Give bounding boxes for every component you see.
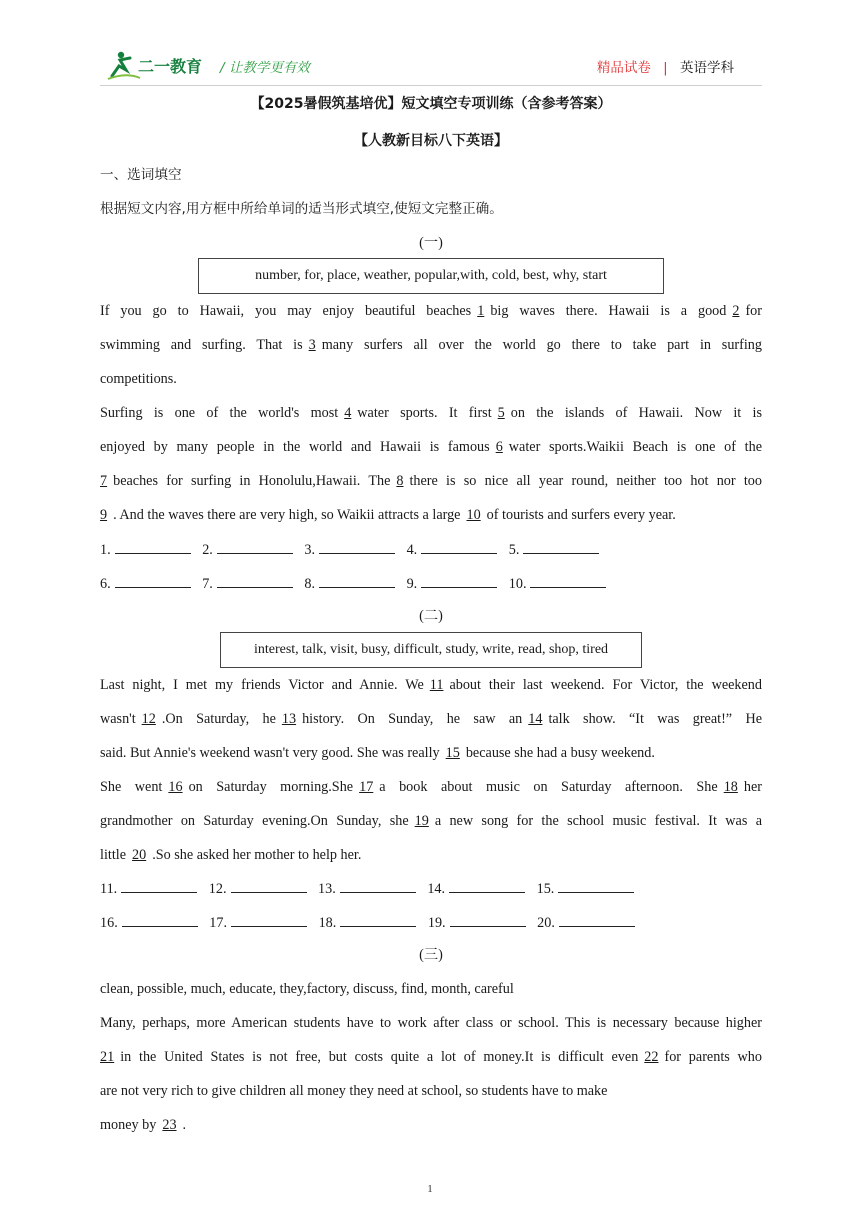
passage2-line: little 20 .So she asked her mother to help her. (100, 847, 362, 863)
blank-7: 7 (100, 473, 108, 489)
blank-10: 10 (466, 507, 481, 523)
answer-slot[interactable]: 6. (100, 573, 191, 594)
answer-slot[interactable]: 17. (209, 912, 307, 933)
passage1-word-box: number, for, place, weather, popular,with, cold, best, why, start (198, 258, 664, 294)
slogan: / 让教学更有效 (220, 60, 310, 76)
header-rule (100, 85, 762, 86)
passage2-line: said. But Annie's weekend wasn't very good. She was really 15 because she had a busy weekend. (100, 745, 655, 761)
header-tags (597, 56, 734, 76)
sub-title: 【人教新目标八下英语】 (354, 133, 508, 149)
answer-slot[interactable]: 18. (319, 912, 417, 933)
instruction: 根据短文内容,用方框中所给单词的适当形式填空,使短文完整正确。 (100, 201, 503, 217)
passage1-line: If you go to Hawaii, you may enjoy beautiful beaches 1 big waves there. Hawaii is a good 2 for (100, 303, 762, 319)
blank-6: 6 (495, 439, 503, 455)
blank-4: 4 (344, 405, 352, 421)
answer-slot[interactable]: 11. (100, 878, 197, 899)
answer-slot[interactable]: 20. (537, 912, 635, 933)
answer-slot[interactable]: 19. (428, 912, 526, 933)
passage3-line: 21 in the United States is not free, but costs quite a lot of money.It is difficult even 22 for parents who (100, 1049, 762, 1065)
blank-9: 9 (100, 507, 108, 523)
passage1-line: swimming and surfing. That is 3 many surfers all over the world go there to take part in surfing (100, 337, 762, 353)
passage2-line: Last night, I met my friends Victor and Annie. We 11 about their last weekend. For Victor, the weekend (100, 677, 762, 693)
answer-slot[interactable]: 8. (304, 573, 395, 594)
answer-row (100, 878, 762, 899)
passage2-line: grandmother on Saturday evening.On Sunday, she 19 a new song for the school music festival. It was a (100, 813, 762, 829)
answer-row (100, 573, 762, 594)
blank-2: 2 (732, 303, 740, 319)
header-separator: | (663, 60, 668, 76)
blank-22: 22 (644, 1049, 659, 1065)
passage2-line: wasn't 12 .On Saturday, he 13 history. On Sunday, he saw an 14 talk show. “It was great!” He (100, 711, 762, 727)
blank-12: 12 (141, 711, 156, 727)
blank-14: 14 (528, 711, 543, 727)
page-number: 1 (427, 1183, 433, 1195)
answer-slot[interactable]: 2. (202, 539, 293, 560)
passage1-line: enjoyed by many people in the world and Hawaii is famous 6 water sports.Waikii Beach is one of the (100, 439, 763, 455)
passage3-line: are not very rich to give children all money they need at school, so students have to make (100, 1083, 608, 1099)
subject-tag: 英语学科 (680, 60, 734, 76)
answer-slot[interactable]: 4. (407, 539, 498, 560)
premium-tag: 精品试卷 (596, 60, 651, 76)
blank-1: 1 (477, 303, 485, 319)
answer-row (100, 912, 762, 933)
blank-20: 20 (132, 847, 147, 863)
blank-15: 15 (445, 745, 460, 761)
passage1-line: Surfing is one of the world's most 4 water sports. It first 5 on the islands of Hawaii. Now it is (100, 405, 762, 421)
answer-slot[interactable]: 9. (407, 573, 498, 594)
answer-slot[interactable]: 3. (304, 539, 395, 560)
passage3-word-list: clean, possible, much, educate, they,factory, discuss, find, month, careful (100, 981, 514, 997)
answer-slot[interactable]: 13. (318, 878, 416, 899)
passage1-line: competitions. (100, 371, 177, 387)
page-header (100, 44, 760, 84)
passage2-word-box: interest, talk, visit, busy, difficult, study, write, read, shop, tired (220, 632, 642, 668)
answer-slot[interactable]: 1. (100, 539, 191, 560)
passage2-label: (二) (419, 608, 443, 624)
brand-name: 二一教育 (138, 57, 203, 76)
passage3-label: (三) (419, 947, 443, 963)
blank-23: 23 (162, 1117, 177, 1133)
answer-slot[interactable]: 14. (427, 878, 525, 899)
blank-16: 16 (168, 779, 183, 795)
answer-slot[interactable]: 12. (209, 878, 307, 899)
section-heading: 一、选词填空 (100, 167, 182, 183)
answer-slot[interactable]: 15. (537, 878, 635, 899)
blank-21: 21 (100, 1049, 115, 1065)
answer-slot[interactable]: 16. (100, 912, 198, 933)
passage2-line: She went 16 on Saturday morning.She 17 a book about music on Saturday afternoon. She 18 her (100, 779, 762, 795)
blank-13: 13 (281, 711, 297, 727)
answer-row (100, 539, 762, 560)
answer-slot[interactable]: 7. (202, 573, 293, 594)
passage3-line: Many, perhaps, more American students have to work after class or school. This is necessary because higher (100, 1015, 762, 1031)
main-title: 【2025暑假筑基培优】短文填空专项训练（含参考答案） (250, 96, 612, 112)
passage1-line: 9 . And the waves there are very high, so Waikii attracts a large 10 of tourists and surfers every year. (100, 507, 676, 523)
blank-5: 5 (497, 405, 505, 421)
blank-17: 17 (359, 779, 374, 795)
blank-11: 11 (429, 677, 444, 693)
blank-18: 18 (723, 779, 738, 795)
passage1-label: (一) (419, 235, 443, 251)
passage1-line: 7 beaches for surfing in Honolulu,Hawaii. The 8 there is so nice all year round, neither too hot nor too (100, 473, 762, 489)
answer-slot[interactable]: 5. (509, 539, 600, 560)
passage3-line: money by 23 . (100, 1117, 187, 1133)
blank-3: 3 (308, 337, 316, 353)
answer-slot[interactable]: 10. (509, 573, 607, 594)
blank-8: 8 (396, 473, 404, 489)
blank-19: 19 (414, 813, 429, 829)
